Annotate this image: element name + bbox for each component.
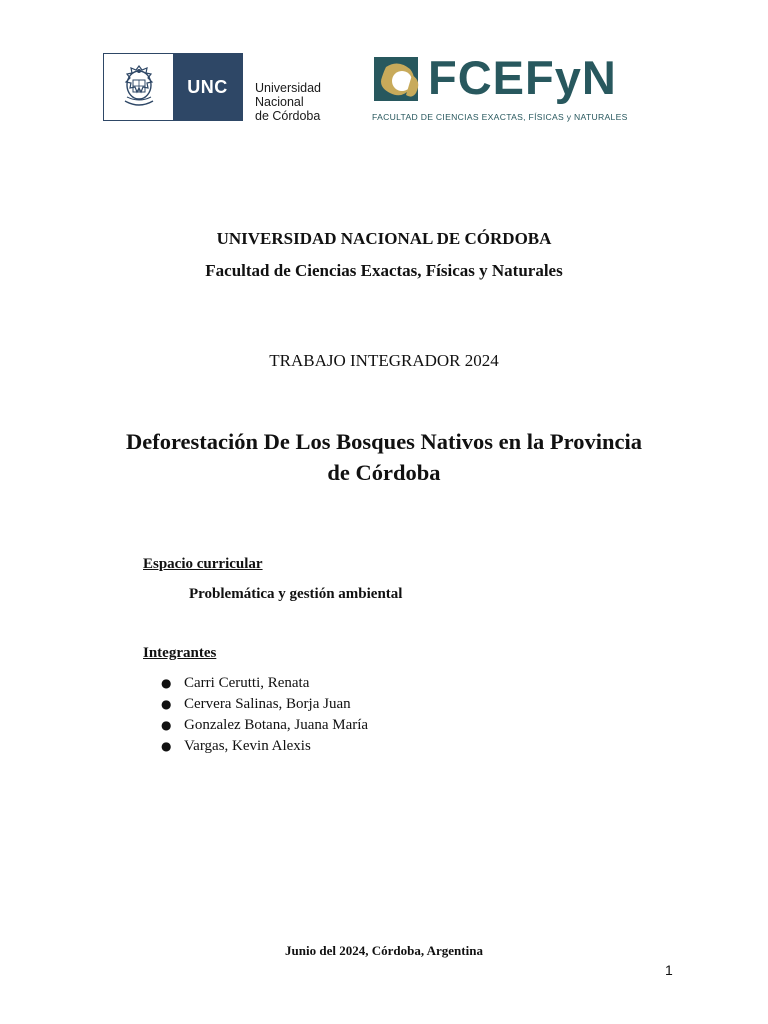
fcefyn-mark-icon (372, 55, 424, 103)
fcefyn-tagline: FACULTAD DE CIENCIAS EXACTAS, FÍSICAS y NATURALES (372, 112, 628, 122)
bullet-icon: ● (161, 739, 172, 753)
unc-acronym: UNC (173, 54, 242, 120)
unc-name-line-1: Universidad (255, 81, 322, 95)
integrantes-label: Integrantes (143, 645, 217, 661)
espacio-curricular-label: Espacio curricular (143, 556, 263, 572)
member-name: Carri Cerutti, Renata (184, 675, 310, 691)
bullet-icon: ● (161, 697, 172, 711)
unc-logo-box (103, 53, 243, 121)
member-name: Gonzalez Botana, Juana María (184, 717, 369, 733)
fcefyn-logo (372, 51, 672, 127)
members-list (161, 673, 368, 757)
unc-name-line-3: de Córdoba (255, 109, 321, 123)
list-item (161, 673, 368, 694)
document-title-line-1: Deforestación De Los Bosques Nativos en la Provincia (125, 429, 643, 454)
work-type: TRABAJO INTEGRADOR 2024 (269, 351, 499, 370)
university-heading: UNIVERSIDAD NACIONAL DE CÓRDOBA (216, 229, 552, 248)
unc-name-line-2: Nacional (255, 95, 304, 109)
unc-logo (103, 53, 333, 123)
list-item (161, 715, 368, 736)
unc-name (255, 81, 321, 123)
footer-date-place: Junio del 2024, Córdoba, Argentina (285, 943, 483, 958)
list-item (161, 694, 368, 715)
bullet-icon: ● (161, 718, 172, 732)
faculty-heading: Facultad de Ciencias Exactas, Físicas y Naturales (205, 261, 563, 280)
document-title-line-2: de Córdoba (327, 460, 441, 485)
member-name: Vargas, Kevin Alexis (184, 738, 311, 754)
bullet-icon: ● (161, 676, 172, 690)
member-name: Cervera Salinas, Borja Juan (184, 696, 351, 712)
list-item (161, 736, 368, 757)
fcefyn-wordmark: FCEFyN (428, 51, 617, 104)
espacio-curricular-value: Problemática y gestión ambiental (189, 586, 403, 602)
unc-crest-icon (104, 54, 173, 120)
document-title (84, 426, 684, 488)
page-number: 1 (665, 962, 673, 978)
